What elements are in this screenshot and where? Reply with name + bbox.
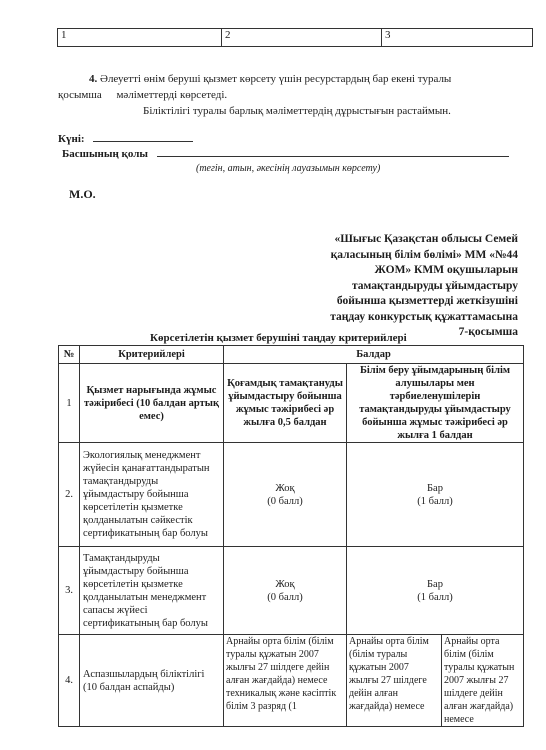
top-table-cell: 1 xyxy=(58,29,222,47)
table-row xyxy=(59,364,524,443)
top-table-cell: 2 xyxy=(222,29,382,47)
signature-field xyxy=(62,148,509,160)
points-value: Бар xyxy=(427,578,443,590)
criteria-title: Көрсетілетін қызмет берушіні таңдау критерийлері xyxy=(150,332,407,344)
row-criterion: Қызмет нарығында жұмыс тәжірибесі (10 балдан артық емес) xyxy=(80,364,224,443)
stamp-label: М.О. xyxy=(69,187,96,201)
row-points-sub2: Арнайы орта білім (білім туралы құжатын 2007 жылғы 27 шілдеге дейін алған жағдайда) немесе xyxy=(347,635,442,727)
appendix-line: таңдау конкурстық құжаттамасына xyxy=(330,310,518,323)
row-criterion: Экологиялық менеджмент жүйесін қанағаттандыратын тамақтандыруды ұйымдастыру бойынша көрсетілетін қызметке қолданылатын сәйкестік сертификатының бар болуы xyxy=(80,443,224,547)
signature-label: Басшының қолы xyxy=(62,148,148,160)
header-criteria: Критерийлері xyxy=(80,346,224,364)
date-label: Күні: xyxy=(58,133,85,145)
confirmation-text: Біліктілігі туралы барлық мәліметтердің дұрыстығын растаймын. xyxy=(143,105,451,117)
points-value: (1 балл) xyxy=(417,591,453,603)
row-number: 4. xyxy=(59,635,80,727)
appendix-line: қаласының білім бөлімі» ММ «№44 xyxy=(330,248,518,261)
appendix-block xyxy=(298,232,518,341)
row-points-col2: Білім беру ұйымдарының білім алушылары мен тәрбиеленушілерін тамақтандыруды ұйымдастыру бойынша жұмыс тәжірибесі әр жылға 1 балдан xyxy=(347,364,524,443)
points-value: (1 балл) xyxy=(417,495,453,507)
row-points-col2 xyxy=(347,443,524,547)
date-field xyxy=(58,133,193,145)
top-table-cell: 3 xyxy=(382,29,533,47)
row-points-col2 xyxy=(347,547,524,635)
table-row xyxy=(59,443,524,547)
row-points-sub1: Арнайы орта білім (білім туралы құжатын 2007 жылғы 27 шілдеге дейін алған жағдайда) немесе техникалық және кәсіптік білім 3 разряд (1 xyxy=(224,635,347,727)
date-line xyxy=(93,141,193,142)
row-points-col1: Қоғамдық тамақтануды ұйымдастыру бойынша жұмыс тәжірибесі әр жылға 0,5 балдан xyxy=(224,364,347,443)
paragraph-4-line2 xyxy=(58,89,227,101)
table-row xyxy=(59,547,524,635)
row-points-col1 xyxy=(224,547,347,635)
paragraph-text: мәліметтерді көрсетеді. xyxy=(116,89,228,101)
paragraph-text: Әлеуетті өнім беруші қызмет көрсету үшін ресурстардың бар екені туралы xyxy=(100,73,452,85)
row-criterion: Тамақтандыруды ұйымдастыру бойынша көрсетілетін қызметке қолданылатын менеджмент сапасы жүйесі сертификатының бар болуы xyxy=(80,547,224,635)
points-value: Жоқ xyxy=(275,482,295,494)
header-points: Балдар xyxy=(224,346,524,364)
signature-line xyxy=(157,156,509,157)
points-value: (0 балл) xyxy=(267,591,303,603)
paragraph-text: қосымша xyxy=(58,89,102,101)
points-value: Жоқ xyxy=(275,578,295,590)
appendix-line: бойынша қызметтерді жеткізушіні xyxy=(336,295,518,307)
header-num: № xyxy=(59,346,80,364)
row-points-col1 xyxy=(224,443,347,547)
top-table xyxy=(57,28,533,47)
table-row xyxy=(59,635,524,727)
appendix-line: ЖОМ» КММ оқушыларын xyxy=(374,264,518,276)
appendix-line: «Шығыс Қазақстан облысы Семей xyxy=(334,233,518,245)
appendix-line: тамақтандыруды ұйымдастыру xyxy=(351,279,518,292)
row-number: 1 xyxy=(59,364,80,443)
row-criterion: Аспазшылардың біліктілігі (10 балдан аспайды) xyxy=(80,635,224,727)
row-number: 3. xyxy=(59,547,80,635)
points-value: Бар xyxy=(427,482,443,494)
signature-hint: (тегін, атын, әкесінің лауазымын көрсету) xyxy=(196,163,381,174)
paragraph-4-line1 xyxy=(89,73,451,85)
criteria-table xyxy=(58,345,524,727)
points-value: (0 балл) xyxy=(267,495,303,507)
row-points-sub3: Арнайы орта білім (білім туралы құжатын 2007 жылғы 27 шілдеге дейін алған жағдайда) немесе xyxy=(442,635,524,727)
row-number: 2. xyxy=(59,443,80,547)
paragraph-number: 4. xyxy=(89,73,98,85)
appendix-line: 7-қосымша xyxy=(458,326,518,338)
table-header-row xyxy=(59,346,524,364)
